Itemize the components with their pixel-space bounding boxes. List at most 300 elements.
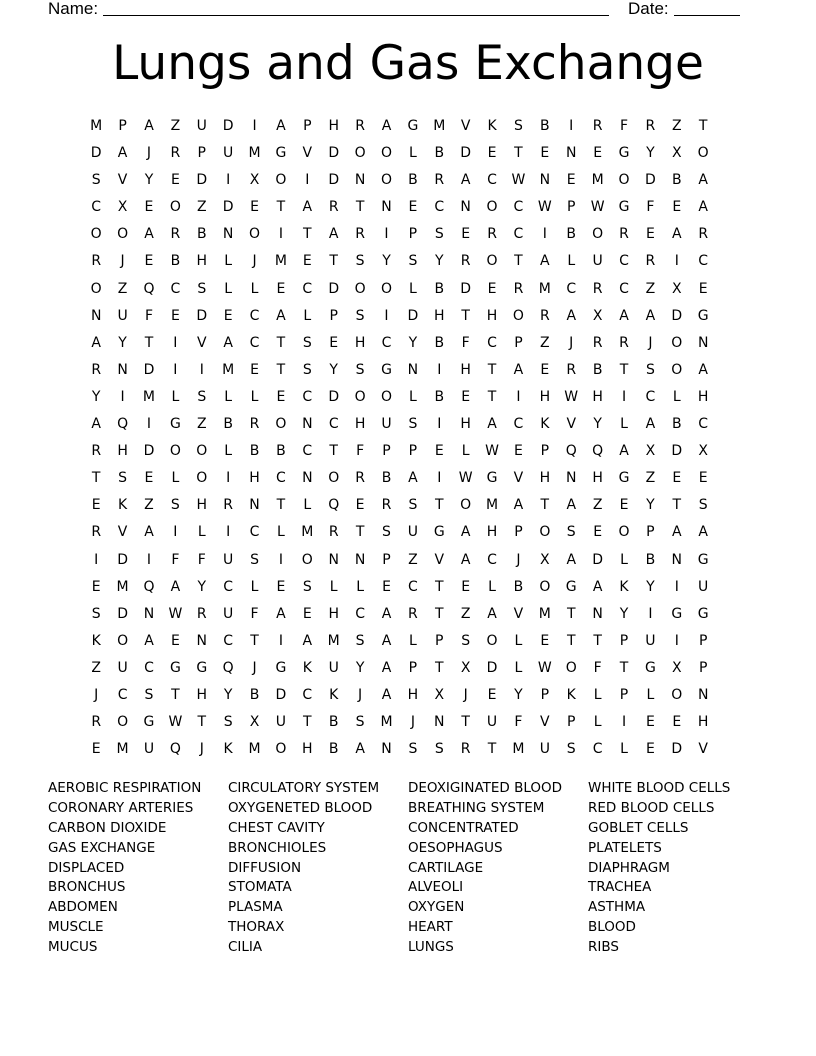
- grid-letter[interactable]: O: [354, 280, 366, 297]
- grid-letter[interactable]: A: [381, 686, 392, 703]
- grid-letter[interactable]: N: [302, 416, 313, 433]
- grid-letter[interactable]: A: [460, 551, 471, 568]
- grid-letter[interactable]: I: [516, 388, 521, 405]
- grid-letter[interactable]: B: [434, 280, 445, 297]
- grid-letter[interactable]: L: [329, 578, 338, 595]
- grid-letter[interactable]: N: [565, 145, 577, 162]
- grid-letter[interactable]: O: [618, 524, 630, 541]
- grid-letter[interactable]: A: [144, 524, 154, 541]
- grid-letter[interactable]: D: [328, 280, 340, 297]
- grid-letter[interactable]: I: [94, 551, 99, 568]
- grid-letter[interactable]: E: [698, 470, 708, 487]
- grid-letter[interactable]: A: [276, 307, 286, 324]
- grid-letter[interactable]: Y: [646, 578, 655, 595]
- grid-letter[interactable]: F: [593, 659, 602, 676]
- grid-letter[interactable]: V: [434, 551, 445, 568]
- grid-letter[interactable]: C: [302, 443, 313, 460]
- grid-letter[interactable]: C: [91, 199, 102, 216]
- grid-letter[interactable]: C: [487, 334, 497, 351]
- grid-letter[interactable]: R: [328, 199, 339, 216]
- grid-letter[interactable]: L: [488, 578, 496, 595]
- grid-letter[interactable]: A: [513, 361, 524, 378]
- grid-letter[interactable]: X: [698, 443, 708, 460]
- grid-letter[interactable]: V: [117, 172, 128, 189]
- grid-letter[interactable]: Y: [144, 172, 154, 189]
- grid-letter[interactable]: X: [117, 199, 128, 216]
- grid-letter[interactable]: X: [434, 686, 445, 703]
- grid-letter[interactable]: D: [592, 551, 603, 568]
- grid-letter[interactable]: T: [566, 632, 576, 649]
- grid-letter[interactable]: T: [197, 714, 207, 731]
- grid-letter[interactable]: B: [381, 470, 392, 487]
- grid-letter[interactable]: K: [329, 686, 339, 703]
- grid-letter[interactable]: J: [94, 686, 99, 703]
- grid-letter[interactable]: C: [249, 524, 260, 541]
- grid-letter[interactable]: M: [538, 605, 551, 622]
- grid-letter[interactable]: Q: [592, 443, 604, 460]
- grid-letter[interactable]: T: [434, 659, 444, 676]
- grid-letter[interactable]: R: [223, 497, 234, 514]
- grid-letter[interactable]: R: [170, 226, 181, 243]
- grid-letter[interactable]: Y: [118, 334, 127, 351]
- grid-letter[interactable]: C: [144, 659, 154, 676]
- grid-letter[interactable]: C: [592, 741, 603, 758]
- grid-letter[interactable]: G: [433, 524, 445, 541]
- grid-letter[interactable]: C: [117, 686, 128, 703]
- grid-letter[interactable]: E: [329, 334, 339, 351]
- grid-letter[interactable]: G: [618, 145, 630, 162]
- grid-letter[interactable]: D: [407, 307, 419, 324]
- grid-letter[interactable]: R: [539, 307, 550, 324]
- grid-letter[interactable]: E: [461, 578, 471, 595]
- grid-letter[interactable]: P: [646, 524, 655, 541]
- grid-letter[interactable]: Y: [382, 253, 391, 270]
- grid-letter[interactable]: T: [672, 497, 682, 514]
- grid-letter[interactable]: T: [514, 145, 523, 162]
- grid-letter[interactable]: O: [354, 145, 366, 162]
- grid-letter[interactable]: H: [328, 605, 339, 622]
- grid-letter[interactable]: I: [569, 118, 574, 134]
- grid-letter[interactable]: M: [512, 741, 525, 758]
- grid-letter[interactable]: T: [566, 605, 576, 622]
- grid-letter[interactable]: G: [565, 578, 577, 595]
- grid-letter[interactable]: P: [408, 659, 418, 676]
- grid-letter[interactable]: M: [222, 361, 235, 378]
- grid-letter[interactable]: R: [91, 524, 102, 541]
- grid-letter[interactable]: E: [461, 388, 471, 405]
- grid-letter[interactable]: A: [672, 226, 682, 243]
- grid-letter[interactable]: L: [593, 714, 602, 731]
- grid-letter[interactable]: J: [569, 334, 574, 351]
- grid-letter[interactable]: U: [539, 741, 550, 758]
- grid-letter[interactable]: Q: [143, 578, 155, 595]
- grid-letter[interactable]: O: [671, 361, 683, 378]
- grid-letter[interactable]: O: [196, 470, 208, 487]
- grid-letter[interactable]: L: [250, 578, 259, 595]
- grid-letter[interactable]: E: [698, 280, 708, 297]
- grid-letter[interactable]: B: [223, 416, 233, 433]
- grid-letter[interactable]: W: [168, 714, 183, 731]
- grid-letter[interactable]: V: [698, 741, 708, 758]
- grid-letter[interactable]: R: [592, 118, 603, 134]
- grid-letter[interactable]: B: [513, 578, 524, 595]
- grid-letter[interactable]: F: [250, 605, 259, 622]
- grid-letter[interactable]: I: [621, 388, 627, 405]
- grid-letter[interactable]: N: [460, 199, 471, 216]
- grid-letter[interactable]: R: [434, 172, 445, 189]
- grid-letter[interactable]: J: [358, 686, 363, 703]
- grid-letter[interactable]: B: [592, 361, 603, 378]
- grid-letter[interactable]: V: [540, 714, 550, 731]
- grid-letter[interactable]: A: [276, 605, 286, 622]
- grid-letter[interactable]: J: [463, 686, 468, 703]
- grid-letter[interactable]: B: [196, 226, 207, 243]
- grid-letter[interactable]: A: [144, 226, 154, 243]
- grid-letter[interactable]: C: [487, 172, 497, 189]
- grid-letter[interactable]: O: [486, 632, 498, 649]
- grid-letter[interactable]: Y: [408, 334, 418, 351]
- grid-letter[interactable]: D: [222, 118, 234, 134]
- grid-letter[interactable]: K: [540, 416, 550, 433]
- grid-letter[interactable]: O: [275, 741, 287, 758]
- grid-letter[interactable]: T: [171, 686, 180, 703]
- grid-letter[interactable]: I: [252, 118, 257, 134]
- grid-letter[interactable]: P: [382, 551, 391, 568]
- grid-letter[interactable]: H: [697, 388, 709, 405]
- grid-letter[interactable]: U: [196, 118, 207, 134]
- grid-letter[interactable]: S: [197, 388, 207, 405]
- grid-letter[interactable]: C: [407, 578, 418, 595]
- grid-letter[interactable]: I: [384, 226, 389, 243]
- grid-letter[interactable]: D: [328, 388, 340, 405]
- grid-letter[interactable]: S: [514, 118, 523, 134]
- grid-letter[interactable]: T: [698, 118, 708, 134]
- grid-letter[interactable]: T: [487, 361, 497, 378]
- grid-letter[interactable]: C: [513, 226, 524, 243]
- grid-letter[interactable]: S: [302, 334, 312, 351]
- grid-letter[interactable]: O: [618, 172, 630, 189]
- grid-letter[interactable]: O: [169, 199, 181, 216]
- grid-letter[interactable]: T: [434, 497, 444, 514]
- grid-letter[interactable]: I: [120, 388, 125, 405]
- grid-letter[interactable]: A: [302, 632, 313, 649]
- grid-letter[interactable]: N: [354, 172, 366, 189]
- grid-letter[interactable]: L: [250, 280, 259, 297]
- grid-letter[interactable]: Z: [144, 497, 154, 514]
- grid-letter[interactable]: S: [382, 524, 391, 541]
- grid-letter[interactable]: B: [434, 145, 445, 162]
- grid-letter[interactable]: D: [328, 145, 340, 162]
- grid-letter[interactable]: V: [302, 145, 313, 162]
- grid-letter[interactable]: G: [143, 714, 155, 731]
- grid-letter[interactable]: R: [645, 118, 656, 134]
- grid-letter[interactable]: X: [592, 307, 603, 324]
- grid-letter[interactable]: X: [671, 145, 682, 162]
- grid-letter[interactable]: A: [170, 578, 181, 595]
- grid-letter[interactable]: O: [90, 280, 102, 297]
- grid-letter[interactable]: A: [566, 307, 577, 324]
- grid-letter[interactable]: C: [698, 253, 709, 270]
- grid-letter[interactable]: W: [511, 172, 526, 189]
- grid-letter[interactable]: Q: [117, 416, 129, 433]
- grid-letter[interactable]: E: [434, 443, 444, 460]
- grid-letter[interactable]: I: [674, 632, 679, 649]
- grid-letter[interactable]: L: [224, 388, 233, 405]
- grid-letter[interactable]: R: [408, 605, 418, 622]
- grid-letter[interactable]: S: [645, 361, 655, 378]
- grid-letter[interactable]: C: [223, 578, 234, 595]
- grid-letter[interactable]: H: [302, 741, 313, 758]
- grid-letter[interactable]: Z: [170, 118, 181, 134]
- grid-letter[interactable]: O: [380, 145, 392, 162]
- grid-letter[interactable]: V: [460, 118, 471, 134]
- grid-letter[interactable]: G: [381, 361, 392, 378]
- grid-letter[interactable]: N: [328, 551, 339, 568]
- grid-letter[interactable]: B: [671, 416, 682, 433]
- grid-letter[interactable]: L: [303, 307, 312, 324]
- grid-letter[interactable]: O: [671, 686, 683, 703]
- grid-letter[interactable]: P: [118, 118, 127, 134]
- grid-letter[interactable]: A: [540, 253, 550, 270]
- grid-letter[interactable]: E: [593, 524, 603, 541]
- grid-letter[interactable]: R: [249, 416, 260, 433]
- grid-letter[interactable]: C: [302, 280, 313, 297]
- grid-letter[interactable]: D: [222, 199, 234, 216]
- grid-letter[interactable]: E: [355, 497, 365, 514]
- grid-letter[interactable]: S: [566, 741, 576, 758]
- grid-letter[interactable]: E: [144, 199, 154, 216]
- grid-letter[interactable]: S: [408, 741, 418, 758]
- grid-letter[interactable]: R: [487, 226, 497, 243]
- grid-letter[interactable]: J: [410, 714, 415, 731]
- grid-letter[interactable]: J: [146, 145, 152, 162]
- grid-letter[interactable]: P: [619, 632, 629, 649]
- grid-letter[interactable]: Y: [197, 578, 207, 595]
- grid-letter[interactable]: S: [91, 605, 101, 622]
- grid-letter[interactable]: I: [648, 605, 653, 622]
- grid-letter[interactable]: O: [380, 280, 392, 297]
- grid-letter[interactable]: I: [226, 172, 231, 189]
- grid-letter[interactable]: H: [354, 334, 366, 351]
- grid-letter[interactable]: A: [223, 334, 233, 351]
- grid-letter[interactable]: L: [224, 280, 233, 297]
- grid-letter[interactable]: F: [171, 551, 180, 568]
- grid-letter[interactable]: D: [275, 686, 287, 703]
- grid-letter[interactable]: T: [276, 497, 286, 514]
- grid-letter[interactable]: B: [671, 172, 682, 189]
- grid-letter[interactable]: G: [196, 659, 208, 676]
- grid-letter[interactable]: G: [169, 659, 181, 676]
- grid-letter[interactable]: Y: [223, 686, 233, 703]
- grid-letter[interactable]: A: [302, 199, 313, 216]
- grid-letter[interactable]: S: [461, 632, 471, 649]
- grid-letter[interactable]: L: [620, 416, 628, 433]
- grid-letter[interactable]: O: [90, 226, 102, 243]
- grid-letter[interactable]: E: [540, 632, 550, 649]
- grid-letter[interactable]: X: [249, 714, 260, 731]
- grid-letter[interactable]: O: [539, 524, 551, 541]
- grid-letter[interactable]: U: [223, 551, 234, 568]
- grid-letter[interactable]: T: [276, 199, 286, 216]
- grid-letter[interactable]: T: [355, 524, 365, 541]
- grid-letter[interactable]: P: [435, 632, 444, 649]
- grid-letter[interactable]: Z: [196, 416, 207, 433]
- grid-letter[interactable]: R: [355, 470, 365, 487]
- grid-letter[interactable]: D: [671, 741, 683, 758]
- grid-letter[interactable]: N: [434, 714, 445, 731]
- grid-letter[interactable]: L: [593, 686, 602, 703]
- grid-letter[interactable]: N: [302, 470, 313, 487]
- grid-letter[interactable]: P: [619, 686, 629, 703]
- grid-letter[interactable]: P: [698, 659, 708, 676]
- grid-letter[interactable]: P: [197, 145, 206, 162]
- grid-letter[interactable]: L: [171, 388, 180, 405]
- grid-letter[interactable]: Y: [355, 659, 365, 676]
- grid-letter[interactable]: Z: [196, 199, 207, 216]
- grid-letter[interactable]: P: [540, 443, 550, 460]
- grid-letter[interactable]: I: [278, 632, 283, 649]
- grid-letter[interactable]: T: [461, 714, 470, 731]
- grid-letter[interactable]: I: [173, 524, 178, 541]
- grid-letter[interactable]: A: [381, 632, 392, 649]
- grid-letter[interactable]: E: [250, 199, 259, 216]
- grid-letter[interactable]: Y: [329, 361, 338, 378]
- grid-letter[interactable]: H: [486, 307, 498, 324]
- grid-letter[interactable]: Z: [592, 497, 603, 514]
- grid-letter[interactable]: H: [539, 388, 551, 405]
- grid-letter[interactable]: F: [461, 334, 470, 351]
- grid-letter[interactable]: A: [381, 118, 392, 134]
- grid-letter[interactable]: M: [486, 497, 499, 514]
- grid-letter[interactable]: E: [170, 172, 180, 189]
- grid-letter[interactable]: T: [540, 497, 550, 514]
- grid-letter[interactable]: E: [91, 741, 101, 758]
- date-field[interactable]: [674, 0, 740, 16]
- grid-letter[interactable]: N: [671, 551, 683, 568]
- grid-letter[interactable]: V: [566, 416, 577, 433]
- grid-letter[interactable]: D: [460, 145, 472, 162]
- grid-letter[interactable]: N: [381, 199, 392, 216]
- grid-letter[interactable]: C: [619, 253, 629, 270]
- grid-letter[interactable]: Q: [328, 497, 340, 514]
- grid-letter[interactable]: A: [592, 578, 603, 595]
- grid-letter[interactable]: H: [249, 470, 260, 487]
- grid-letter[interactable]: N: [381, 741, 392, 758]
- grid-letter[interactable]: E: [302, 253, 312, 270]
- grid-letter[interactable]: E: [144, 470, 154, 487]
- grid-letter[interactable]: S: [118, 470, 128, 487]
- grid-letter[interactable]: H: [354, 416, 366, 433]
- grid-letter[interactable]: G: [618, 470, 630, 487]
- grid-letter[interactable]: L: [646, 686, 655, 703]
- grid-letter[interactable]: I: [437, 361, 442, 378]
- grid-letter[interactable]: S: [434, 226, 444, 243]
- grid-letter[interactable]: J: [516, 551, 521, 568]
- grid-letter[interactable]: C: [249, 307, 260, 324]
- grid-letter[interactable]: I: [278, 226, 283, 243]
- grid-letter[interactable]: Y: [434, 253, 444, 270]
- grid-letter[interactable]: L: [461, 443, 470, 460]
- grid-letter[interactable]: Z: [645, 470, 656, 487]
- grid-letter[interactable]: D: [671, 443, 683, 460]
- grid-letter[interactable]: I: [621, 714, 627, 731]
- grid-letter[interactable]: E: [672, 199, 682, 216]
- grid-letter[interactable]: L: [514, 632, 523, 649]
- grid-letter[interactable]: L: [408, 388, 417, 405]
- grid-letter[interactable]: G: [275, 659, 287, 676]
- grid-letter[interactable]: C: [302, 388, 313, 405]
- grid-letter[interactable]: N: [565, 470, 577, 487]
- grid-letter[interactable]: M: [116, 741, 129, 758]
- grid-letter[interactable]: H: [697, 714, 709, 731]
- grid-letter[interactable]: V: [117, 524, 128, 541]
- grid-letter[interactable]: Z: [540, 334, 550, 351]
- grid-letter[interactable]: N: [222, 226, 234, 243]
- grid-letter[interactable]: A: [328, 226, 339, 243]
- grid-letter[interactable]: E: [514, 443, 523, 460]
- grid-letter[interactable]: P: [382, 443, 391, 460]
- grid-letter[interactable]: S: [197, 280, 207, 297]
- grid-letter[interactable]: T: [514, 253, 523, 270]
- grid-letter[interactable]: X: [645, 443, 656, 460]
- grid-letter[interactable]: G: [697, 551, 709, 568]
- grid-letter[interactable]: X: [540, 551, 550, 568]
- grid-letter[interactable]: E: [540, 145, 550, 162]
- grid-letter[interactable]: L: [408, 280, 417, 297]
- grid-letter[interactable]: B: [566, 226, 577, 243]
- grid-letter[interactable]: U: [117, 659, 128, 676]
- grid-letter[interactable]: I: [384, 307, 389, 324]
- grid-letter[interactable]: Z: [117, 280, 128, 297]
- grid-letter[interactable]: B: [434, 334, 445, 351]
- grid-letter[interactable]: L: [356, 578, 364, 595]
- grid-letter[interactable]: A: [619, 307, 629, 324]
- grid-letter[interactable]: C: [302, 686, 313, 703]
- grid-letter[interactable]: R: [91, 714, 102, 731]
- grid-letter[interactable]: B: [328, 714, 339, 731]
- grid-letter[interactable]: U: [275, 714, 287, 731]
- grid-letter[interactable]: G: [671, 605, 683, 622]
- grid-letter[interactable]: G: [618, 199, 630, 216]
- grid-letter[interactable]: P: [567, 199, 576, 216]
- grid-letter[interactable]: S: [355, 361, 365, 378]
- grid-letter[interactable]: M: [90, 118, 103, 134]
- grid-letter[interactable]: A: [619, 443, 629, 460]
- grid-letter[interactable]: E: [593, 145, 603, 162]
- grid-letter[interactable]: O: [486, 199, 498, 216]
- grid-letter[interactable]: L: [224, 253, 233, 270]
- grid-letter[interactable]: L: [171, 470, 180, 487]
- grid-letter[interactable]: D: [460, 280, 472, 297]
- grid-letter[interactable]: C: [513, 199, 524, 216]
- grid-letter[interactable]: H: [407, 686, 419, 703]
- grid-letter[interactable]: Q: [169, 741, 181, 758]
- grid-letter[interactable]: E: [276, 578, 286, 595]
- grid-letter[interactable]: R: [328, 524, 339, 541]
- grid-letter[interactable]: V: [513, 605, 524, 622]
- grid-letter[interactable]: M: [327, 632, 340, 649]
- grid-letter[interactable]: D: [486, 659, 498, 676]
- grid-letter[interactable]: H: [117, 443, 128, 460]
- grid-letter[interactable]: T: [434, 605, 444, 622]
- grid-letter[interactable]: S: [408, 416, 418, 433]
- grid-letter[interactable]: R: [170, 145, 181, 162]
- grid-letter[interactable]: J: [648, 334, 653, 351]
- grid-letter[interactable]: C: [170, 280, 181, 297]
- grid-letter[interactable]: A: [672, 524, 682, 541]
- grid-letter[interactable]: K: [117, 497, 128, 514]
- grid-letter[interactable]: D: [143, 443, 155, 460]
